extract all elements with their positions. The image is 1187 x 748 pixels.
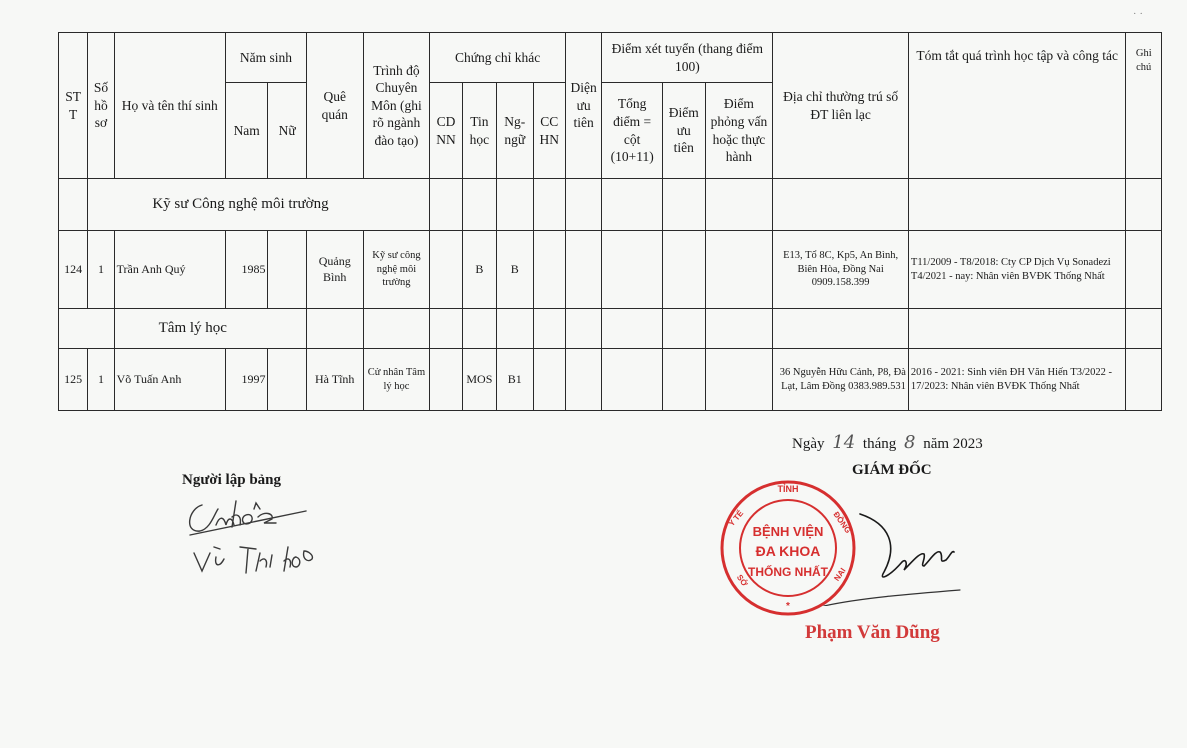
section-title: Tâm lý học <box>114 309 306 349</box>
date-month: 8 <box>903 432 916 453</box>
col-trinh-do: Trình độ Chuyên Môn (ghi rõ ngành đào tạo) <box>363 33 430 179</box>
col-tong-diem: Tổng điểm = cột (10+11) <box>602 83 663 179</box>
candidate-table <box>58 32 1162 411</box>
cell-cchn <box>533 231 565 309</box>
cell-nam: 1985 <box>225 231 268 309</box>
col-cchn: CC HN <box>533 83 565 179</box>
preparer-signature <box>180 495 330 585</box>
cell-dia-chi: 36 Nguyễn Hữu Cảnh, P8, Đà Lạt, Lâm Đồng 0383.989.531 <box>773 349 909 411</box>
date-ngay-label: Ngày <box>792 436 825 452</box>
table-row <box>59 231 1162 309</box>
col-chung-chi-khac: Chứng chỉ khác <box>430 33 566 83</box>
col-tin-hoc: Tin học <box>462 83 496 179</box>
col-diem-xet-tuyen: Điểm xét tuyển (thang điểm 100) <box>602 33 773 83</box>
col-nam-sinh: Năm sinh <box>225 33 306 83</box>
cell-tin: MOS <box>462 349 496 411</box>
section-row <box>59 179 1162 231</box>
date-year-label: năm 2023 <box>923 436 983 452</box>
cell-cchn <box>533 349 565 411</box>
preparer-title: Người lập bảng <box>182 472 282 488</box>
cell-stt: 124 <box>59 231 88 309</box>
col-dien-uu-tien: Diện ưu tiên <box>565 33 601 179</box>
col-nu: Nữ <box>268 83 306 179</box>
date-line <box>792 432 983 453</box>
svg-text:SỞ: SỞ <box>734 572 750 589</box>
cell-ten: Trần Anh Quý <box>114 231 225 309</box>
svg-text:THỐNG NHẤT: THỐNG NHẤT <box>748 565 828 579</box>
table-row <box>59 349 1162 411</box>
director-name: Phạm Văn Dũng <box>805 622 940 643</box>
cell-nu <box>268 231 306 309</box>
cell-trinh-do: Kỹ sư công nghệ môi trường <box>363 231 430 309</box>
director-title: GIÁM ĐỐC <box>852 462 932 478</box>
cell-cdnn <box>430 231 462 309</box>
col-so-ho-so: Số hồ sơ <box>88 33 114 179</box>
col-ngoai-ngu: Ng- ngữ <box>497 83 533 179</box>
col-ghi-chu: Ghi chú <box>1126 33 1162 179</box>
cell-so: 1 <box>88 231 114 309</box>
cell-ngu: B <box>497 231 533 309</box>
svg-text:TỈNH: TỈNH <box>777 484 799 494</box>
cell-dia-chi: E13, Tổ 8C, Kp5, An Bình, Biên Hòa, Đồng Nai 0909.158.399 <box>773 231 909 309</box>
cell-nu <box>268 349 306 411</box>
cell-so: 1 <box>88 349 114 411</box>
cell-que: Hà Tĩnh <box>306 349 363 411</box>
cell-trinh-do: Cử nhân Tâm lý học <box>363 349 430 411</box>
col-diem-phong-van: Điểm phỏng vấn hoặc thực hành <box>705 83 773 179</box>
svg-text:ĐỒNG: ĐỒNG <box>831 510 853 535</box>
cell-nam: 1997 <box>225 349 268 411</box>
cell-stt: 125 <box>59 349 88 411</box>
col-cdnn: CD NN <box>430 83 462 179</box>
date-thang-label: tháng <box>862 436 897 452</box>
col-diem-uu-tien: Điểm ưu tiên <box>663 83 706 179</box>
cell-tom-tat: T11/2009 - T8/2018: Cty CP Dịch Vụ Sonadezi T4/2021 - nay: Nhân viên BVĐK Thống Nhất <box>908 231 1126 309</box>
cell-ngu: B1 <box>497 349 533 411</box>
section-row <box>59 309 1162 349</box>
col-ho-ten: Họ và tên thí sinh <box>114 33 225 179</box>
svg-text:ĐA KHOA: ĐA KHOA <box>755 543 821 559</box>
corner-mark: · · <box>1132 8 1143 20</box>
svg-text:Y TẾ: Y TẾ <box>726 508 746 529</box>
date-day: 14 <box>832 432 856 453</box>
cell-ten: Võ Tuấn Anh <box>114 349 225 411</box>
col-stt: ST T <box>59 33 88 179</box>
svg-text:*: * <box>786 601 790 612</box>
cell-tom-tat: 2016 - 2021: Sinh viên ĐH Văn Hiến T3/2022 - 17/2023: Nhân viên BVĐK Thống Nhất <box>908 349 1126 411</box>
col-nam: Nam <box>225 83 268 179</box>
col-dia-chi: Địa chỉ thường trú số ĐT liên lạc <box>773 33 909 179</box>
col-tom-tat: Tóm tắt quá trình học tập và công tác <box>908 33 1126 179</box>
svg-text:BỆNH VIỆN: BỆNH VIỆN <box>752 524 824 539</box>
col-que-quan: Quê quán <box>306 33 363 179</box>
svg-text:NAI: NAI <box>832 566 848 583</box>
cell-que: Quảng Bình <box>306 231 363 309</box>
section-title: Kỹ sư Công nghệ môi trường <box>88 179 430 231</box>
director-signature <box>820 506 970 606</box>
cell-cdnn <box>430 349 462 411</box>
cell-tin: B <box>462 231 496 309</box>
